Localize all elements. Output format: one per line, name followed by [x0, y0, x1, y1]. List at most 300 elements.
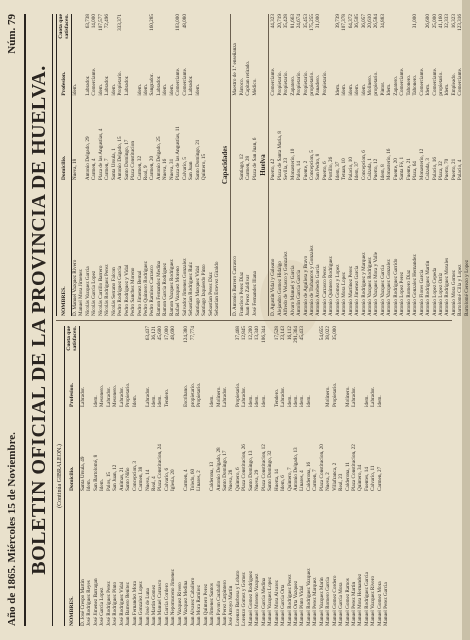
cell-domicilio: Calzada, 1: [367, 158, 374, 181]
table-row: [464, 14, 470, 316]
cell-name: Manuel Pinto Vidal: [299, 585, 306, 626]
cell-profesion: Labrador.: [370, 386, 377, 407]
cell-domicilio: Plaza Constitucion, 24: [157, 444, 164, 491]
cell-domicilio: Calderona, 13: [209, 461, 216, 491]
cell-profesion: Comerciante.: [399, 67, 406, 96]
cell-profesion: Propietario.: [296, 71, 303, 96]
cell-domicilio: Plaza Constitucion: [130, 141, 137, 181]
cell-name: Manuel Gomez Rodriguez: [247, 570, 254, 626]
cell-name: Juan Alvarez Caballero: [189, 577, 196, 626]
cell-name: Juan Garcia Cordero: [163, 583, 170, 626]
cell-name: Manuel Moreno Vazquez: [254, 573, 261, 626]
cell-profesion: Maestro de 1.ª enseñanza: [232, 43, 239, 96]
cell-name: Pedro Rodriguez Garcia: [117, 265, 124, 316]
cell-name: Ramon Vazquez Rodriguez: [168, 259, 175, 316]
cell-name: Antonio Vazquez Mora y Valle: [373, 251, 380, 316]
cell-profesion: idem.: [347, 83, 354, 96]
cell-domicilio: Puerto, 21: [450, 158, 457, 181]
column-divider: [56, 320, 452, 321]
cell-domicilio: Plaza de las Angustias, 11: [175, 126, 182, 181]
cell-domicilio: Antonio Delgado, 29: [84, 136, 91, 181]
cell-name: Manuel Gomez Mora: [376, 581, 383, 626]
cell-name: Manuel Rodriguez Vazquez: [305, 568, 312, 626]
cell-name: Juan Jimenez Santos: [209, 583, 216, 626]
cell-profesion: Comerciante.: [418, 67, 425, 96]
cell-name: Ramon Garcia Rodriguez: [162, 262, 169, 316]
cell-domicilio: Antonio Delgado, 25: [155, 136, 162, 181]
cell-name: Antonio Lopez Ortiz: [438, 272, 445, 316]
cell-domicilio: Plaza Constitucion, 22: [351, 444, 358, 491]
cell-name: Antonio Acebedo Garcia: [315, 264, 322, 316]
column-right: [56, 14, 470, 316]
cell-cuota: 333,371: [117, 14, 124, 31]
cell-domicilio: Villafranca, 2: [331, 462, 338, 491]
cell-profesion: idem.: [92, 395, 99, 407]
cell-name: Antonio Rodriguez Martin: [425, 260, 432, 316]
cell-cuota: 35,428: [283, 14, 290, 29]
cell-name: Juan Perez Carpintero: [221, 580, 228, 626]
cell-name: Antonio Rodriguez Morales: [444, 257, 451, 316]
cell-name: D. Manuel Vazquez Rivero: [72, 259, 78, 316]
cell-name: Manuel Romero Garcia: [325, 577, 332, 626]
cell-profesion: idem.: [209, 395, 216, 407]
cell-name: Manuel Perez Garcia: [383, 582, 390, 626]
cell-profesion: Propietario.: [321, 71, 328, 96]
section-heading: Huelva: [259, 14, 269, 316]
cell-domicilio: Antonio Delgado, 28: [215, 447, 222, 491]
cell-profesion: Tahonero.: [405, 74, 412, 96]
cell-name: Sebastian Perez Diaz: [207, 272, 214, 316]
cell-name: José Jimenez Barragan: [92, 578, 99, 626]
cell-domicilio: [464, 96, 470, 181]
cell-name: Bartolomé Cerezo y Lopez: [463, 259, 470, 316]
cell-domicilio: San Pedro, 8: [315, 153, 322, 181]
cell-cuota: 81,663: [289, 14, 296, 29]
cell-name: Pedro Quintero Rodriguez: [142, 261, 149, 316]
cell-profesion: Labrador.: [188, 75, 195, 96]
header-domicilio: Domicilio.: [68, 466, 75, 491]
cell-profesion: Mesonero.: [112, 384, 119, 407]
cell-profesion: idem.: [97, 83, 104, 96]
cell-name: Francisco Perez Diaz: [238, 271, 245, 316]
cell-name: Alejandro Gomez Hidalgo: [276, 260, 283, 316]
cell-profesion: [214, 47, 220, 95]
cell-name: Juan José de Luna: [144, 588, 151, 626]
cell-domicilio: Toledo, 60: [189, 468, 196, 491]
cell-cuota: 39,739: [334, 14, 341, 29]
cell-domicilio: Sevilla, 23: [283, 157, 290, 181]
cell-name: Manuel Perez Martin: [351, 581, 358, 626]
cell-domicilio: Puerto, 6: [321, 161, 328, 181]
cell-cuota: 25,000: [431, 14, 438, 29]
cell-domicilio: Puerto, 12: [373, 158, 380, 181]
cell-name: Juan Vazquez Medina: [183, 580, 190, 626]
cell-name: Antonio Rodriguez Garrido: [392, 258, 399, 316]
cell-domicilio: San Juan, 12: [112, 464, 119, 491]
cell-domicilio: Concepcion, 6: [360, 150, 367, 181]
cell-profesion: idem.: [194, 83, 201, 96]
header-profesion: Profesion.: [60, 71, 67, 96]
cell-profesion: Comerciante.: [457, 67, 464, 96]
cell-cuota: 54,655: [318, 326, 325, 341]
cell-domicilio: Calzada, 3: [425, 158, 432, 181]
cell-domicilio: Calvario, 6: [163, 467, 170, 491]
cell-name: Manuel Garcia Orta: [280, 584, 287, 626]
cell-name: Manuel Garcia Medina: [260, 577, 267, 626]
cell-domicilio: Quintero, 15: [201, 153, 208, 181]
cell-profesion: Labrador.: [241, 386, 248, 407]
cell-name: D. Agustin Vidal y Galeano: [270, 258, 277, 316]
cell-profesion: [464, 47, 470, 95]
cell-profesion: Labrador.: [105, 386, 112, 407]
cell-name: Alfredo de Velasco y Gonzalez: [283, 251, 290, 316]
cell-profesion: Propietario.: [302, 71, 309, 96]
cell-name: Manuel Rodriguez Perez: [286, 574, 293, 626]
cell-profesion: Idem.: [131, 395, 138, 407]
cell-name: Juan Perez Zaldivar: [245, 274, 252, 316]
cell-profesion: Tendero.: [273, 388, 280, 407]
cell-profesion: Escribano.: [183, 384, 190, 407]
cell-profesion: propietario.: [308, 71, 315, 96]
cell-profesion: idem.: [110, 83, 117, 96]
cell-name: Pedro Sanchez Moreno: [130, 267, 137, 316]
cell-profesion: Pintor.: [379, 81, 386, 96]
cell-name: Antonio de Aguilera y Bravo: [302, 255, 309, 316]
cell-name: Juan Martin Gomez: [150, 584, 157, 626]
cell-domicilio: Plaza Constitucion, 12: [260, 444, 267, 491]
cell-domicilio: Carmen, 7: [312, 469, 319, 491]
cell-name: Alvaro Manuel y Garcia: [289, 265, 296, 316]
cell-profesion: propietario.: [438, 71, 445, 96]
cell-name: Juan Pavon Caraballo: [215, 580, 222, 626]
cell-domicilio: Quintero, 34: [357, 464, 364, 491]
cell-cuota: 16,112: [286, 326, 293, 341]
cell-domicilio: Palos, 15: [105, 471, 112, 491]
cell-domicilio: Puerto, 42: [270, 158, 277, 181]
cell-name: Nicolás Garcia Lopez: [91, 270, 98, 316]
cell-profesion: Comerciante.: [175, 67, 182, 96]
cell-cuota: 103,000: [175, 14, 182, 31]
cell-domicilio: Portillo, 26: [328, 156, 335, 181]
cell-profesion: idem.: [157, 395, 164, 407]
cell-profesion: Zapatero.: [392, 75, 399, 96]
cell-profesion: idem.: [292, 395, 299, 407]
cell-domicilio: Antonio Delgado, 15: [117, 136, 124, 181]
cell-domicilio: [214, 96, 220, 181]
cell-domicilio: San Bartolomé, 8: [92, 454, 99, 491]
cell-profesion: idem.: [72, 83, 78, 96]
cell-name: Juan Manuel Carrasco: [157, 579, 164, 626]
header-domicilio: Domicilio.: [60, 155, 67, 181]
cell-name: Rafael Vazquez Moreno: [175, 265, 182, 316]
cell-name: Antonio Gomez y Lopez: [334, 264, 341, 316]
cell-cuota: 12,845: [241, 326, 248, 341]
cell-domicilio: Idem.: [86, 479, 93, 491]
cell-cuota: 20,610: [367, 14, 374, 29]
cell-domicilio: Idem, 8: [379, 164, 386, 181]
cell-name: Antonio Mora Gomez: [450, 270, 457, 316]
cell-domicilio: Palacio, 16: [431, 157, 438, 181]
cell-profesion: idem.: [254, 395, 261, 407]
cell-profesion: propietario.: [373, 71, 380, 96]
cell-cuota: 44,323: [270, 14, 277, 29]
cell-name: Juan Mora Ramirez: [196, 585, 203, 626]
cell-cuota: 124,380: [183, 326, 190, 343]
cell-name: Antonio Gonzalez Hernandez: [412, 254, 419, 316]
cell-profesion: Propietario.: [331, 382, 338, 407]
cell-name: Nicolás Serrano Falcon: [110, 267, 117, 316]
cell-profesion: Labrador.: [123, 75, 130, 96]
cell-profesion: Molinero.: [367, 74, 374, 96]
cell-domicilio: Palacio, 10: [347, 157, 354, 181]
cell-name: Juan Vazquez Rivero: [176, 582, 183, 626]
cell-domicilio: Carmen, 7: [104, 158, 111, 181]
cell-name: Antonio Martinez Perez: [347, 266, 354, 316]
cell-profesion: Tahonero.: [412, 74, 419, 96]
cell-domicilio: Monasterio, 10: [289, 148, 296, 181]
cell-cuota: 26,600: [425, 14, 432, 29]
cell-profesion: Panadero.: [315, 74, 322, 96]
issue-date: Miércoles 15 de Noviembre.: [6, 432, 18, 563]
cell-domicilio: Quintero, 7: [286, 467, 293, 491]
cell-profesion: Propietario.: [196, 382, 203, 407]
cell-cuota: 37,468: [234, 326, 241, 341]
cell-profesion: idem.: [341, 83, 348, 96]
cell-domicilio: Nueva, 16: [162, 158, 169, 181]
cell-name: José Garcia Lopez: [99, 587, 106, 626]
cell-cuota: [252, 14, 258, 47]
cell-name: Manuel Gomez Ramos: [344, 578, 351, 626]
cell-name: Antonio Mora Lopez: [341, 272, 348, 316]
issue-year-date: [6, 432, 18, 626]
cell-domicilio: Quintero, 6: [234, 467, 241, 491]
cell-name: Antonio Carrasco Perez: [321, 266, 328, 316]
cell-domicilio: Santiago, 12: [238, 154, 245, 181]
cell-domicilio: Antonio Delgado, 13: [292, 447, 299, 491]
cell-name: D. José Crespo Martin: [80, 579, 86, 626]
cell-domicilio: Nueva, 28: [228, 469, 235, 491]
cell-profesion: Comerciante.: [91, 67, 98, 96]
cell-name: Manuel Vazquez Rivero: [370, 575, 377, 626]
cell-domicilio: Santa Ursula, 1: [110, 148, 117, 181]
cell-profesion: Propietario.: [283, 71, 290, 96]
cell-profesion: idem.: [354, 83, 361, 96]
cell-domicilio: Santo Domingo, 32: [267, 450, 274, 491]
cell-name: José Rodriguez Pinto: [112, 581, 119, 626]
cell-domicilio: San Juan: [188, 161, 195, 181]
cell-cuota: 36,505: [354, 14, 361, 29]
cell-name: José Rodriguez Vidal: [118, 581, 125, 626]
cell-name: Manuel Vazquez Lopez: [267, 577, 274, 626]
cell-cuota: 32,333: [444, 14, 451, 29]
cell-domicilio: Carmen, 32: [136, 155, 143, 181]
cell-profesion: idem.: [162, 83, 169, 96]
cell-cuota: 23,143: [280, 326, 287, 341]
cell-domicilio: Idem, 37: [334, 161, 341, 181]
cell-profesion: Labrador.: [144, 386, 151, 407]
cell-profesion: idem.: [168, 83, 175, 96]
cell-name: José Fernandez Illana: [251, 271, 258, 316]
cell-domicilio: Carmen, 20: [149, 155, 156, 181]
cell-cuota: 106,344: [260, 326, 267, 343]
cell-domicilio: Idem, 6: [280, 475, 287, 491]
cell-cuota: 36,057: [360, 14, 367, 29]
cell-cuota: 31,000: [412, 14, 419, 29]
cell-domicilio: Plaza de San Juan, 6: [251, 137, 258, 181]
cell-domicilio: Nueva, 29: [254, 469, 261, 491]
cell-domicilio: Plaza Constitucion, 26: [241, 444, 248, 491]
cell-name: Antolin Garcia Garcia: [296, 269, 303, 316]
cell-domicilio: Plaza de Santa Maria, 8: [276, 130, 283, 181]
cell-domicilio: Calderona, 16: [305, 461, 312, 491]
cell-cuota: 45,600: [157, 326, 164, 341]
cell-profesion: Labrador.: [155, 75, 162, 96]
cell-name: Lorenzo Barbosa y Lobato: [234, 570, 241, 626]
cell-cuota: 63,437: [144, 326, 151, 341]
cell-domicilio: Huerta, 14: [273, 469, 280, 491]
cell-profesion: idem.: [260, 395, 267, 407]
cell-cuota: 48,690: [170, 326, 177, 341]
column-subtitle: (Continúa GIBRALEON.): [57, 444, 63, 508]
cell-name: Santiago Izquierdo Pinto: [201, 264, 208, 316]
cell-profesion: Propietario.: [117, 71, 124, 96]
cell-domicilio: Plaza de las Angustias, 4: [97, 128, 104, 181]
cell-domicilio: Tetuan, 10: [341, 158, 348, 181]
cell-profesion: idem.: [142, 83, 149, 96]
header-cuota: Cuota que satisfacen.: [57, 14, 70, 39]
cell-profesion: Médico.: [251, 78, 258, 96]
cell-domicilio: Real, 23: [338, 473, 345, 491]
cell-profesion: idem.: [360, 83, 367, 96]
cell-cuota: 45,433: [299, 326, 306, 341]
cell-domicilio: Concepcion, 5: [308, 150, 315, 181]
cell-domicilio: Fuente, 2: [302, 160, 309, 181]
cell-profesion: Labrador.: [221, 386, 228, 407]
cell-cuota: 17,000: [163, 326, 170, 341]
cell-profesion: Propietario.: [234, 382, 241, 407]
cell-cuota: 35,000: [331, 326, 338, 341]
header-profesion: Profesion.: [68, 383, 75, 407]
cell-profesion: idem.: [247, 395, 254, 407]
cell-cuota: 20,719: [276, 14, 283, 29]
cell-domicilio: Animas, 21: [118, 467, 125, 491]
cell-domicilio: Fuente, 21: [405, 158, 412, 181]
cell-domicilio: Santa Fé, 1: [399, 156, 406, 181]
cell-profesion: Idem.: [386, 83, 393, 96]
cell-cuota: 64,372: [347, 14, 354, 29]
header-cuota: Cuota que satisfacen.: [65, 326, 78, 351]
cell-name: Sebastian Estevez Giraldo: [213, 261, 220, 316]
cell-cuota: [464, 14, 470, 47]
cell-profesion: Sangrador.: [149, 73, 156, 96]
cell-name: Antonio Jimenez Garcia: [354, 265, 361, 316]
column-header-row: [56, 14, 72, 316]
cell-cuota: 160,285: [149, 14, 156, 31]
cell-cuota: 26,584: [373, 14, 380, 29]
cell-domicilio: Calvario, 11: [370, 465, 377, 491]
cell-profesion: Labrador.: [280, 386, 287, 407]
cell-profesion: Labrador.: [84, 75, 91, 96]
cell-name: Manuel Vazquez Marin: [318, 577, 325, 626]
cell-cuota: 13,340: [254, 326, 261, 341]
table-row: [214, 14, 220, 316]
cell-domicilio: [383, 407, 389, 491]
masthead-line: [4, 14, 22, 626]
cell-profesion: Mesonero.: [99, 384, 106, 407]
cell-cuota: 14,000: [91, 14, 98, 29]
cell-profesion: idem.: [299, 395, 306, 407]
cell-name: José Rodriguez Perez: [105, 581, 112, 626]
cell-domicilio: Santo Niño: [125, 467, 132, 491]
cell-name: Manuel Mora Hernandez: [357, 573, 364, 626]
cell-profesion: Labrador.: [351, 386, 358, 407]
cell-cuota: 31,000: [315, 14, 322, 29]
cell-name: Juan Gonzalez Lopez: [138, 581, 145, 626]
cell-profesion: Empleado.: [450, 73, 457, 96]
cell-profesion: Párroco.: [238, 78, 245, 96]
cell-domicilio: Santo Domingo, 17: [221, 450, 228, 491]
cell-name: Manuel Mora Alvarez: [273, 580, 280, 626]
cell-domicilio: Carmen, 28: [245, 155, 252, 181]
cell-domicilio: Fuente, 20: [392, 158, 399, 181]
cell-cuota: 77,774: [189, 326, 196, 341]
cell-name: Bartolomé Cilla y Lopez: [457, 264, 464, 316]
cell-name: Antonio Quintero Rodriguez: [328, 256, 335, 316]
cell-cuota: 16,323: [450, 14, 457, 29]
cell-cuota: 48,080: [181, 14, 188, 29]
cell-domicilio: Nueva, 2: [325, 472, 332, 491]
cell-name: Santiago Marquez Vidal: [194, 265, 201, 316]
cell-profesion: Tendero.: [163, 388, 170, 407]
cell-domicilio: Monasterio, 16: [386, 148, 393, 181]
cell-domicilio: Plaza Constitucion, 20: [318, 444, 325, 491]
cell-name: Antonio Flores Garcia: [418, 269, 425, 316]
page-title: BOLETIN OFICIAL DE LA PROVINCIA DE HUELVA.: [24, 14, 53, 626]
cell-cuota: 35,453: [302, 14, 309, 29]
cell-domicilio: Santo Domingo, 21: [194, 139, 201, 181]
cell-domicilio: Carmen, 38: [138, 466, 145, 491]
cell-domicilio: Concepcion, 3: [131, 461, 138, 491]
cell-domicilio: Palacio, 4: [457, 159, 464, 181]
cell-name: José Arroyo Martin: [228, 585, 235, 626]
cell-name: Manuel Garcia Mora: [338, 582, 345, 626]
cell-cuota: 24,674: [296, 14, 303, 29]
cell-profesion: Labrador.: [104, 75, 111, 96]
cell-name: Nicolás Rodriguez Perez: [104, 264, 111, 316]
cell-cuota: 107,577: [97, 14, 104, 31]
issue-number: Núm. 79: [6, 14, 18, 54]
cell-domicilio: Plaza, 32: [438, 161, 445, 181]
cell-name: Antonio Vazquez Gonzalez: [386, 259, 393, 316]
cell-name: Manuel Gomez Cordero: [331, 575, 338, 626]
cell-name: D. Antonio Barrero Carrasco: [232, 256, 239, 316]
cell-name: Nicolás Carrillo Barrero: [97, 265, 104, 316]
cell-profesion: [383, 359, 389, 407]
cell-domicilio: Puerto, 70: [444, 158, 451, 181]
cell-domicilio: Plaza, 64: [412, 161, 419, 181]
cell-domicilio: Calderona, 11: [344, 462, 351, 491]
column-left: [56, 326, 452, 626]
cell-domicilio: Nueva, 14: [144, 469, 151, 491]
cell-name: Nicolás Vazquez Garcia: [84, 266, 91, 316]
cell-cuota: [214, 14, 220, 47]
cell-profesion: Idem.: [334, 83, 341, 96]
cell-name: Antonio de Trabancos y Gonzalez: [308, 245, 315, 316]
cell-name: Antonio Romero Diaz: [405, 269, 412, 316]
cell-cuota: [383, 326, 389, 359]
cell-domicilio: Fuentes, 14: [363, 467, 370, 491]
section-heading: Capacidades: [221, 14, 231, 316]
